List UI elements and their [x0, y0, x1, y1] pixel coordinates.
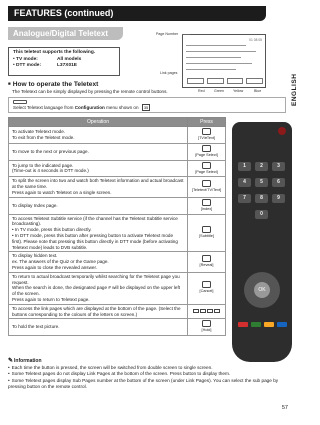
tv-screen — [182, 34, 266, 88]
yellow-button-icon — [264, 322, 274, 327]
remote-key-icon: 1 — [238, 162, 251, 171]
table-row — [9, 143, 226, 160]
howto-title: ■ How to operate the Teletext — [8, 81, 188, 88]
table-row — [9, 197, 226, 214]
operation-cell: To access the link pages which are displayed at the bottom of the page. (Select the buttons corresponding to the colours of the letters on screen.) — [9, 304, 188, 319]
operation-cell: To display hidden text. ex. The answers of the Quiz or the Game page. Press again to close the revealed answer. — [9, 252, 188, 272]
press-label: [Reveal] — [199, 263, 214, 268]
remote-button-icon — [202, 199, 211, 206]
press-cell — [188, 304, 226, 319]
page-number-label: Page Number — [156, 32, 179, 36]
press-cell — [188, 143, 226, 160]
remote-key-icon: 4 — [238, 178, 251, 187]
information-title: ✎ Information — [8, 358, 288, 364]
section-title: Analogue/Digital Teletext — [13, 28, 108, 38]
press-label: [Subtitle] — [199, 234, 214, 239]
note-text — [13, 104, 281, 111]
support-dtt-row — [13, 63, 115, 70]
remote-button-icon — [202, 320, 211, 327]
remote-button-icon — [202, 180, 211, 187]
support-intro: This teletext supports the following. — [13, 50, 96, 55]
link-row — [187, 78, 263, 84]
remote-button-icon — [202, 145, 211, 152]
press-cell — [188, 214, 226, 252]
remote-control-illustration — [232, 122, 292, 362]
support-tv-key: • TV mode: — [13, 56, 38, 62]
remote-key-icon: 2 — [255, 162, 268, 171]
operation-cell: To display Index page. — [9, 197, 188, 214]
support-dtt-value: L37X01E — [57, 63, 78, 68]
blue-button-icon — [277, 322, 287, 327]
operation-cell: To jump to the indicated page. (Time-out is 4 seconds in DTT mode.) — [9, 160, 188, 177]
table-row — [9, 127, 226, 144]
dpad-icon — [244, 272, 280, 308]
support-box — [8, 47, 120, 76]
remote-key-icon: 0 — [255, 210, 268, 219]
remote-button-icon — [202, 226, 211, 233]
remote-button-icon — [202, 281, 211, 288]
note-box — [8, 97, 286, 113]
operation-table — [8, 117, 226, 336]
ok-button-icon: OK — [254, 282, 270, 298]
table-row — [9, 177, 226, 197]
information-line-3: • Some Teletext pages display Sub Pages number at the bottom of the screen (under Link Pages). You can select the sub page by pressing button on the remote control. — [8, 378, 288, 390]
table-row — [9, 272, 226, 304]
operation-cell: To access Teletext Subtitle service (if the channel has the Teletext Subtitle service broadcasting). • In TV mode, press this button directly. • In DTT mode, press this button after pressing button to activate Teletext mode first). Please note that pressing this button directly in DTT mode (before activating Teletext mode) leads to DVB subtitle. — [9, 214, 188, 252]
information-line-2: • Some Teletext pages do not display Link Pages at the bottom of the screen. Press button to display them. — [8, 371, 288, 377]
information-line-1: • Each time the button is pressed, the screen will be switched from double screen to single screen. — [8, 365, 288, 371]
page-ref: 35 — [143, 105, 149, 111]
remote-key-icon: 6 — [272, 178, 285, 187]
note-bold: Configuration — [74, 105, 105, 111]
page-number: 57 — [281, 405, 288, 411]
press-cell — [188, 160, 226, 177]
language-label: ENGLISH — [291, 73, 298, 106]
press-cell — [188, 127, 226, 144]
remote-key-icon: 3 — [272, 162, 285, 171]
section-title-bar — [8, 27, 123, 40]
red-label: Red — [198, 89, 205, 93]
press-cell — [188, 272, 226, 304]
press-cell — [188, 252, 226, 272]
remote-key-icon: 7 — [238, 194, 251, 203]
green-label: Green — [214, 89, 224, 93]
yellow-label: Yellow — [233, 89, 244, 93]
press-label: [Page Select] — [195, 169, 218, 174]
note-prefix: Select Teletext language from — [13, 105, 75, 111]
blue-label: Blue — [254, 89, 262, 93]
table-row — [9, 160, 226, 177]
operation-cell: To split the screen into two and watch both Teletext information and actual broadcast at the same time. Press again to watch Teletext on a single screen. — [9, 177, 188, 197]
color-buttons-icon — [189, 309, 224, 313]
support-tv-value: All models — [57, 56, 82, 62]
support-dtt-key: • DTT mode: — [13, 63, 42, 68]
howto-description: The Teletext can be simply displayed by pressing the remote control buttons. — [12, 89, 168, 94]
operation-cell: To move to the next or previous page. — [9, 143, 188, 160]
language-tab — [290, 58, 300, 108]
table-row — [9, 304, 226, 319]
press-cell — [188, 197, 226, 214]
press-label: [Page Select] — [195, 152, 218, 157]
note-suffix: menu shown on — [104, 105, 140, 111]
remote-button-icon — [202, 255, 211, 262]
remote-button-icon — [202, 128, 211, 135]
howto-section — [8, 81, 188, 94]
screen-page-numbers: 01 08 05 — [249, 38, 262, 42]
col-press: Press — [188, 118, 226, 127]
table-row — [9, 214, 226, 252]
press-cell — [188, 177, 226, 197]
remote-key-icon: 5 — [255, 178, 268, 187]
press-label: [Hold] — [201, 328, 212, 333]
press-label: [TV/♦Text] — [198, 136, 215, 140]
link-pages-label: Link pages — [160, 71, 178, 75]
table-row — [9, 252, 226, 272]
red-button-icon — [238, 322, 248, 327]
operation-cell: To activate Teletext mode. To exit from the Teletext mode. — [9, 127, 188, 144]
press-label: [Index] — [200, 206, 213, 211]
press-label: [Teletext/TV/Text] — [191, 188, 222, 193]
operation-cell: To hold the text picture. — [9, 319, 188, 336]
header-bar — [8, 6, 266, 21]
col-operation: Operation — [9, 118, 188, 127]
remote-button-icon — [202, 162, 211, 169]
remote-key-icon: 9 — [272, 194, 285, 203]
power-button-icon — [278, 127, 286, 135]
information-section — [8, 358, 288, 390]
operation-cell: To return to actual broadcast temporarily whilst searching for the Teletext page you request. When the search is done, the designated page # will be displayed on the upper left of the screen. Press again to return to Teletext page. — [9, 272, 188, 304]
press-label: [Cancel] — [199, 289, 214, 294]
header-title: FEATURES (continued) — [14, 8, 114, 18]
table-row — [9, 319, 226, 336]
press-cell — [188, 319, 226, 336]
green-button-icon — [251, 322, 261, 327]
remote-key-icon: 8 — [255, 194, 268, 203]
